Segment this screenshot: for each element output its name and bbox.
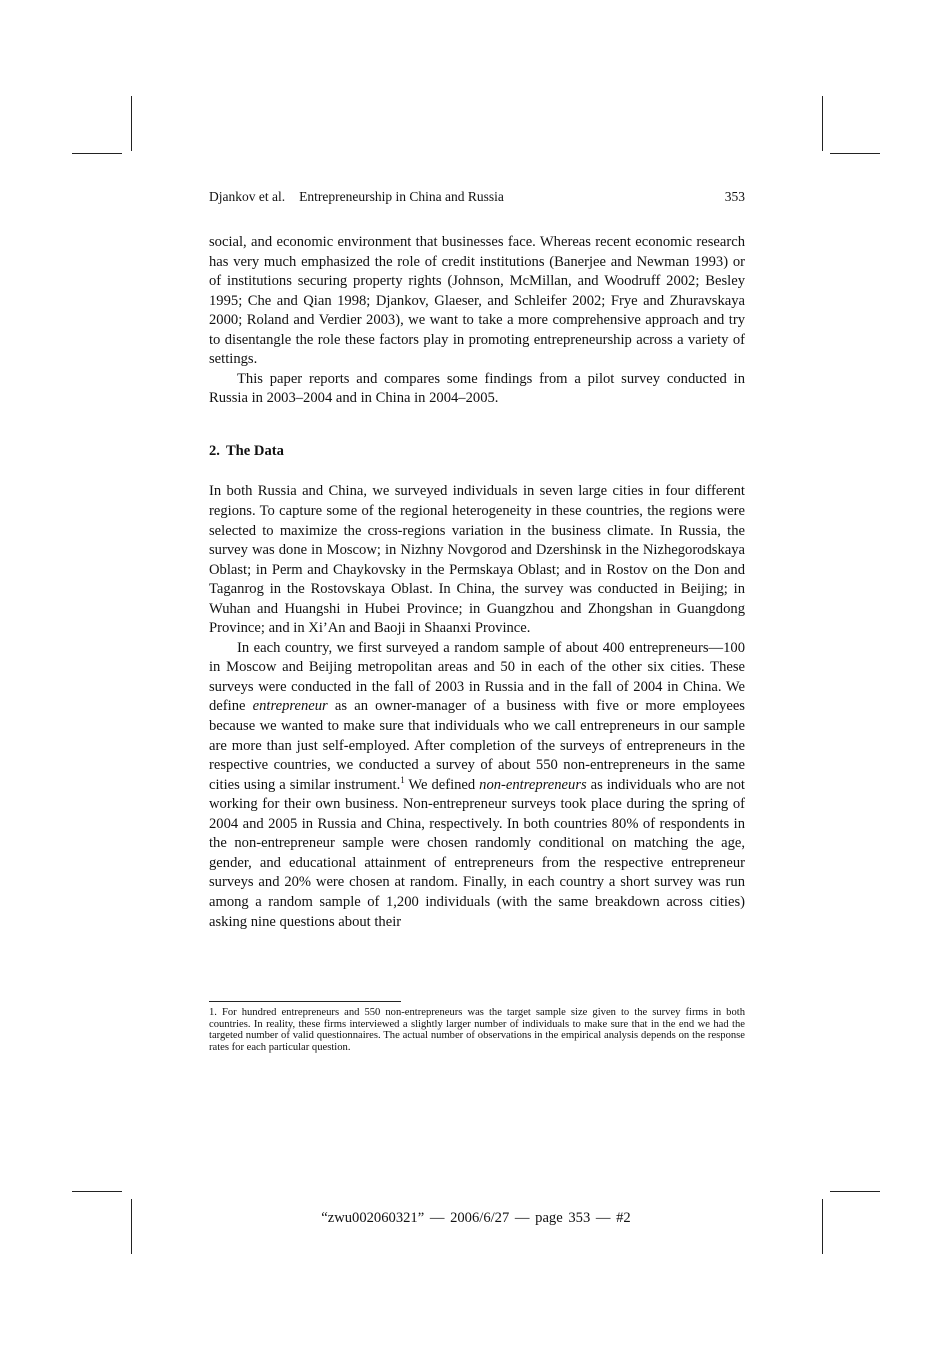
section-number: 2. — [209, 442, 220, 459]
data-paragraph-1: In both Russia and China, we surveyed individuals in seven large cities in four different regions. To capture some of the regional heterogeneity in these countries, the regions were selected to maximize the cross-regions variation in the business climate. In Russia, the survey was done in Moscow; in Nizhny Novgorod and Dzershinsk in the Nizhegorodskaya Oblast; in Perm and Chaykovsky in the Permskaya Oblast; and in Rostov on the Don and Taganrog in the Rostovskaya Oblast. In China, the survey was conducted in Beijing; in Wuhan and Huangshi in Hubei Province; in Guangzhou and Zhongshan in Guangdong Province; and in Xi’An and Baoji in Shaanxi Province. — [209, 483, 745, 637]
data-paragraph-2-part1: In each country, we first surveyed a random sample of about 400 entrepreneurs—100 in Moscow and Beijing metropolitan areas and 50 in each of the other six cities. These surveys were conducted in the fall of 2003 in Russia and in the fall of 2004 in China. We define — [209, 639, 745, 715]
footnote-reference[interactable]: 1 — [400, 774, 405, 785]
intro-paragraph-2: This paper reports and compares some findings from a pilot survey conducted in Russia in 2003–2004 and in China in 2004–2005. — [209, 370, 745, 407]
section-title: The Data — [225, 442, 284, 459]
running-head-title: Entrepreneurship in China and Russia — [299, 189, 504, 204]
data-paragraph-2-part4: as individuals who are not working for their own business. Non-entrepreneur surveys took place during the spring of 2004 and 2005 in Russia and China, respectively. In both countries 80% of respondents in the non-entrepreneur sample were chosen randomly conditional on matching the age, gender, and educational attainment of entrepreneurs from the respective entrepreneur surveys and 20% were chosen at random. Finally, in each country a short survey was run among a random sample of 1,200 individuals (with the same breakdown across cities) asking nine questions about their — [209, 776, 745, 930]
term-entrepreneur: entrepreneur — [252, 698, 328, 715]
footnote-number: 1. — [209, 1007, 217, 1018]
crop-mark-top-left-h — [72, 153, 122, 154]
footnote-rule — [209, 1001, 401, 1002]
section-heading — [209, 442, 745, 462]
crop-mark-top-right-v — [822, 96, 823, 151]
crop-mark-bottom-left-h — [72, 1191, 122, 1192]
running-head — [209, 188, 745, 206]
term-non-entrepreneurs: non-entrepreneurs — [479, 776, 587, 793]
crop-mark-top-right-h — [830, 153, 880, 154]
footer-identifier: “zwu002060321” — 2006/6/27 — page 353 — #2 — [321, 1210, 631, 1226]
running-head-left — [209, 188, 504, 206]
running-head-authors: Djankov et al. — [209, 189, 286, 204]
footnote-text: For hundred entrepreneurs and 550 non-entrepreneurs was the target sample size given to the survey firms in both countries. In reality, these firms interviewed a slightly larger number of individuals to make sure that in the end we had the targeted number of valid questionnaires. The actual number of observations in the empirical analysis depends on the response rates for each particular question. — [209, 1007, 745, 1054]
body-text — [209, 233, 745, 932]
intro-paragraph-1: social, and economic environment that businesses face. Whereas recent economic research has very much emphasized the role of credit institutions (Banerjee and Newman 1993) or of institutions securing property rights (Johnson, McMillan, and Woodruff 2002; Besley 1995; Che and Qian 1998; Djankov, Glaeser, and Schleifer 2002; Frye and Zhuravskaya 2000; Roland and Verdier 2003), we want to take a more comprehensive approach and try to disentangle the role these factors play in promoting entrepreneurship across a variety of settings. — [209, 234, 745, 368]
footnote — [209, 1007, 745, 1054]
data-paragraph-2-part3: We defined — [404, 776, 480, 793]
crop-mark-top-left-v — [131, 96, 132, 151]
data-paragraph-2-part2: as an owner-manager of a business with five or more employees because we wanted to make sure that individuals who we call entrepreneurs in our sample are more than just self-employed. After completion of the surveys of entrepreneurs in the respective countries, we conducted a survey of about 550 non-entrepreneurs in the same cities using a similar instrument. — [209, 698, 745, 793]
data-paragraph-2 — [209, 639, 745, 932]
page-number: 353 — [724, 189, 745, 204]
crop-mark-bottom-right-h — [830, 1191, 880, 1192]
